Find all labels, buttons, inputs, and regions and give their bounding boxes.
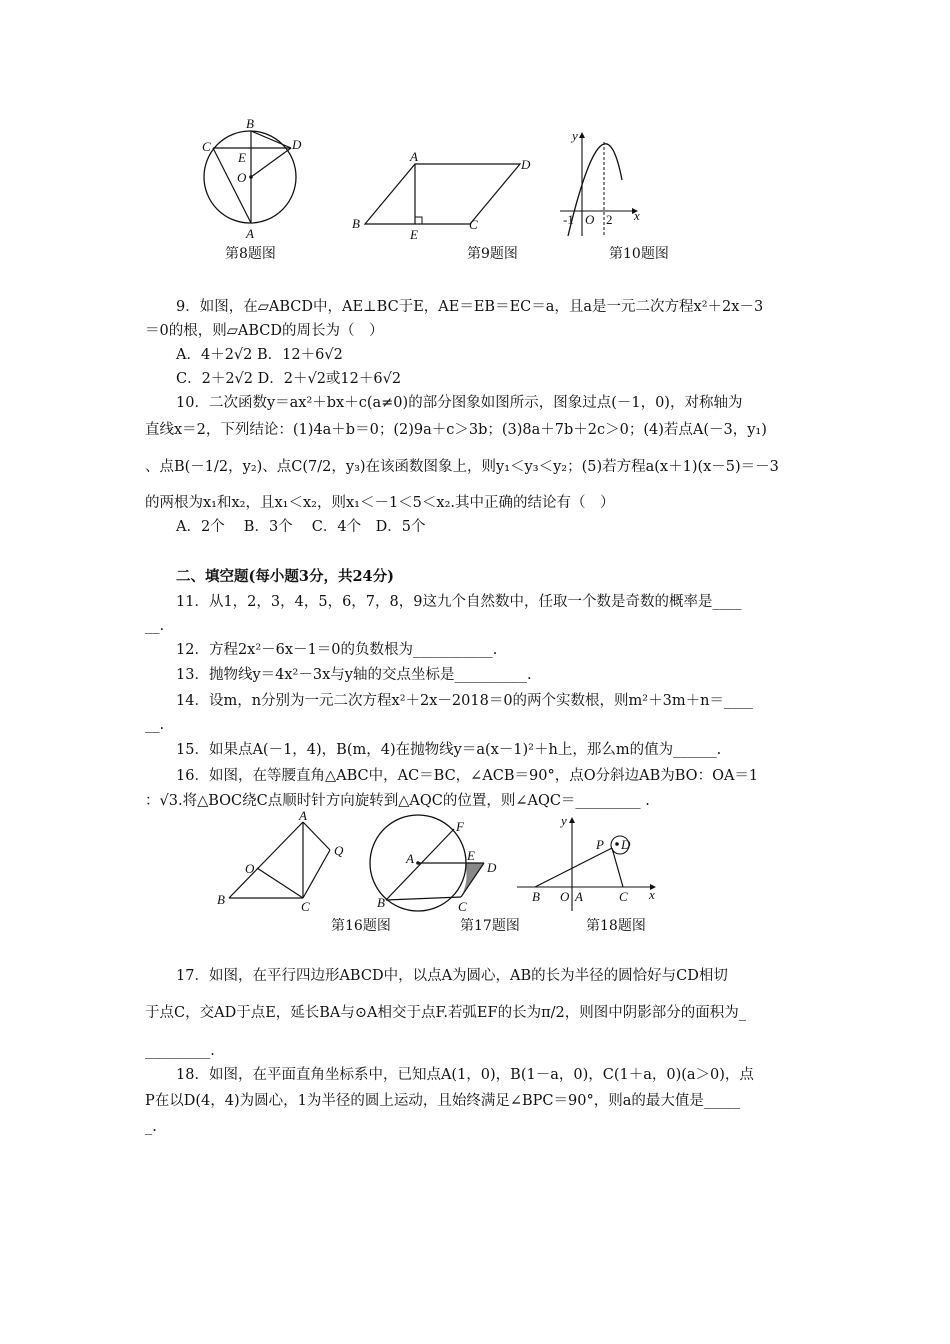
label-d: D — [621, 837, 631, 852]
q10-line-4: 的两根为x₁和x₂，且x₁＜x₂，则x₁＜－1＜5＜x₂.其中正确的结论有（ ） — [145, 495, 615, 511]
segment-oc — [257, 868, 303, 898]
caption-fig8: 第8题图 — [225, 246, 276, 262]
label-d: D — [292, 137, 302, 152]
q10-options: A．2个 B．3个 C．4个 D．5个 — [176, 519, 426, 535]
label-b: B — [532, 889, 540, 904]
q9-line-1: 9．如图，在▱ABCD中，AE⊥BC于E，AE＝EB＝EC＝a，且a是一元二次方程x²＋2x－3 — [176, 299, 764, 315]
label-f: F — [456, 819, 464, 834]
q18-line-3: _. — [145, 1119, 157, 1135]
label-b: B — [352, 216, 360, 231]
label-c: C — [619, 889, 628, 904]
section-heading: 二、填空题(每小题3分，共24分) — [176, 568, 394, 585]
label-a: A — [575, 889, 583, 904]
caption-fig9: 第9题图 — [467, 246, 518, 262]
caption-fig10: 第10题图 — [609, 246, 669, 262]
label-e: E — [410, 227, 418, 242]
q10-line-1: 10．二次函数y＝ax²＋bx＋c(a≠0)的部分图象如图所示，图象过点(－1，0)，对称轴为 — [176, 395, 743, 411]
label-a: A — [410, 149, 418, 164]
q11-line-2: __. — [145, 618, 165, 634]
label-b: B — [246, 116, 254, 131]
label-y: y — [561, 813, 567, 828]
label-b: B — [377, 895, 385, 910]
figure-9 — [345, 149, 535, 242]
q14-line-2: __. — [145, 717, 165, 733]
caption-fig16: 第16题图 — [331, 918, 391, 934]
label-y: y — [572, 128, 578, 143]
label-d: D — [487, 860, 497, 875]
label-a: A — [246, 226, 254, 241]
label-a: A — [299, 808, 307, 823]
segment-ba — [229, 822, 303, 898]
q18-line-1: 18．如图，在平面直角坐标系中，已知点A(1，0)，B(1－a，0)，C(1＋a，0)(a＞0)，点 — [176, 1067, 754, 1083]
label-c: C — [202, 139, 211, 154]
segment-bf — [386, 829, 454, 900]
label-b: B — [217, 892, 225, 907]
q14-line-1: 14．设m，n分别为一元二次方程x²＋2x－2018＝0的两个实数根，则m²＋3m＋n＝____ — [176, 693, 753, 709]
q13-line: 13．抛物线y＝4x²－3x与y轴的交点坐标是__________. — [176, 667, 532, 683]
point-d-dot — [615, 842, 619, 846]
segment-od — [251, 148, 291, 177]
caption-fig17: 第17题图 — [460, 918, 520, 934]
label-origin: O — [585, 212, 595, 227]
label-o: O — [245, 861, 255, 876]
label-neg1: -1 — [563, 212, 574, 227]
q17-line-1: 17．如图，在平行四边形ABCD中，以点A为圆心，AB的长为半径的圆恰好与CD相切 — [176, 968, 728, 984]
segment-qc — [303, 850, 330, 898]
figure-16 — [215, 808, 355, 914]
label-e: E — [467, 848, 475, 863]
q16-line-2: ：√3.将△BOC绕C点顺时针方向旋转到△AQC的位置，则∠AQC＝_________ . — [145, 793, 650, 809]
q9-options-cd: C．2＋2√2 D．2＋√2或12＋6√2 — [176, 371, 402, 387]
q9-options-ab: A．4＋2√2 B．12＋6√2 — [176, 347, 343, 363]
figure-17 — [370, 815, 510, 915]
label-q: Q — [334, 843, 344, 858]
parabola — [568, 144, 622, 236]
label-p: P — [596, 837, 604, 852]
center-dot — [416, 861, 420, 865]
y-axis-arrow — [579, 132, 585, 138]
figure-8 — [195, 115, 315, 240]
label-two: 2 — [606, 212, 613, 227]
figure-18 — [515, 815, 665, 915]
label-d: D — [521, 157, 531, 172]
figure-10 — [560, 128, 645, 238]
right-angle-mark — [415, 217, 422, 224]
q16-line-1: 16．如图，在等腰直角△ABC中，AC＝BC，∠ACB＝90°，点O分斜边AB为BO：OA＝1 — [176, 768, 759, 784]
q15-line: 15．如果点A(－1，4)，B(m，4)在抛物线y＝a(x－1)²＋h上，那么m的值为______. — [176, 742, 722, 758]
label-x: x — [634, 208, 640, 223]
y-axis-arrow — [569, 817, 575, 823]
caption-fig18: 第18题图 — [586, 918, 646, 934]
segment-bd — [251, 131, 291, 148]
label-x: x — [649, 887, 655, 902]
center-dot — [249, 175, 253, 179]
parallelogram-abcd — [365, 164, 520, 224]
segment-bp — [535, 848, 612, 887]
q9-line-2: ＝0的根，则▱ABCD的周长为（ ） — [145, 323, 384, 339]
q12-line: 12．方程2x²－6x－1＝0的负数根为___________. — [176, 642, 498, 658]
label-c: C — [301, 899, 310, 914]
q17-line-2: 于点C，交AD于点E，延长BA与⊙A相交于点F.若弧EF的长为π/2，则图中阴影部分的面积为_ — [145, 1005, 746, 1021]
segment-aq — [303, 822, 330, 850]
label-a: A — [406, 851, 414, 866]
label-o: O — [560, 889, 570, 904]
label-e: E — [238, 150, 246, 165]
label-c: C — [458, 899, 467, 914]
q18-line-2: P在以D(4，4)为圆心，1为半径的圆上运动，且始终满足∠BPC＝90°，则a的最大值是_____ — [145, 1093, 741, 1109]
label-c: C — [469, 217, 478, 232]
q11-line-1: 11．从1，2，3，4，5，6，7，8，9这九个自然数中，任取一个数是奇数的概率是____ — [176, 594, 742, 610]
q10-line-2: 直线x＝2，下列结论：(1)4a＋b＝0；(2)9a＋c＞3b；(3)8a＋7b＋2c＞0；(4)若点A(－3，y₁) — [145, 422, 767, 438]
q17-line-3: _________. — [145, 1043, 215, 1059]
q10-line-3: 、点B(－1/2，y₂)、点C(7/2，y₃)在该函数图象上，则y₁＜y₃＜y₂；(5)若方程a(x＋1)(x－5)＝－3 — [145, 459, 779, 475]
label-o: O — [237, 170, 247, 185]
